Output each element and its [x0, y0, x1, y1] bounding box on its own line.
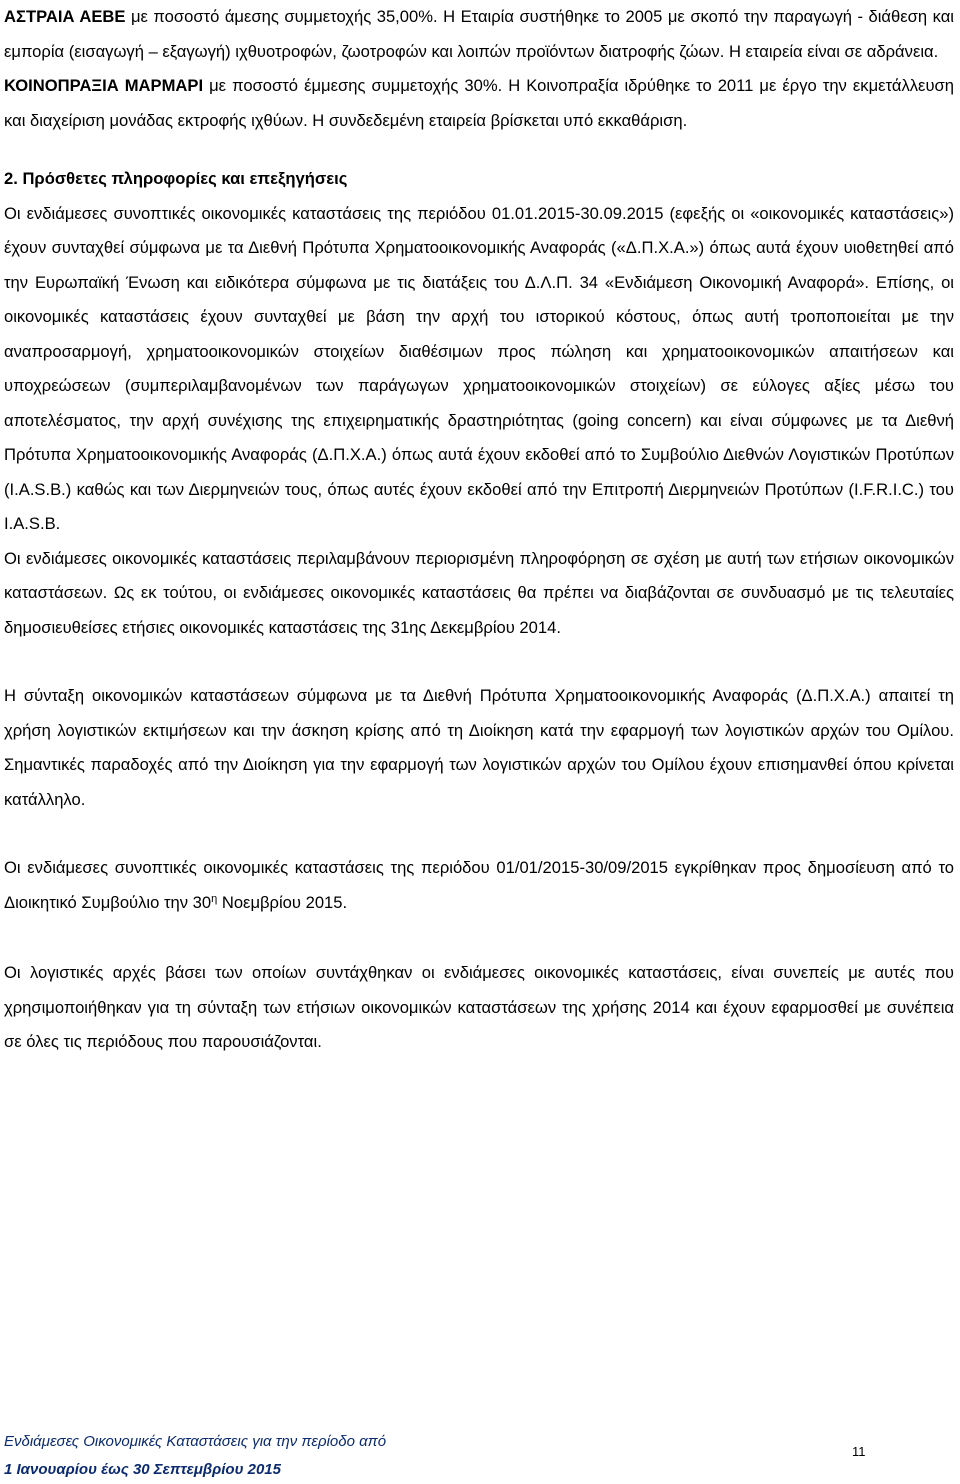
footer-line-1: Ενδιάμεσες Οικονομικές Καταστάσεις για την περίοδο από: [4, 1433, 387, 1450]
paragraph-interim-limitations: Οι ενδιάμεσες οικονομικές καταστάσεις περιλαμβάνουν περιορισμένη πληροφόρηση σε σχέση με αυτή των ετήσιων οικονομικών καταστάσεων. Ως εκ τούτου, οι ενδιάμεσες οικονομικές καταστάσεις θα πρέπει να διαβάζονται σε συνδυασμό με τις τελευταίες δημοσιευθείσες ετήσιες οικονομικές καταστάσεις της 31ης Δεκεμβρίου 2014.: [4, 548, 954, 637]
paragraph-accounting-policies: Οι λογιστικές αρχές βάσει των οποίων συντάχθηκαν οι ενδιάμεσες οικονομικές καταστάσεις, είναι συνεπείς με αυτές που χρησιμοποιήθηκαν για τη σύνταξη των ετήσιων οικονομικών καταστάσεων της χρήσης 2014 και έχουν εφαρμοσθεί με συνέπεια σε όλες τις περιόδους που παρουσιάζονται.: [4, 963, 954, 1051]
paragraph-marmari: [4, 69, 954, 138]
footer-line-2: 1 Ιανουαρίου έως 30 Σεπτεμβρίου 2015: [4, 1461, 281, 1478]
paragraph-basis-of-preparation: Οι ενδιάμεσες συνοπτικές οικονομικές καταστάσεις της περιόδου 01.01.2015-30.09.2015 (εφεξής οι «οικονομικές καταστάσεις») έχουν συνταχθεί σύμφωνα με τα Διεθνή Πρότυπα Χρηματοοικονομικής Αναφοράς («Δ.Π.Χ.Α.») όπως αυτά έχουν υιοθετηθεί από την Ευρωπαϊκή Ένωση και ειδικότερα σύμφωνα με τις διατάξεις του Δ.Λ.Π. 34 «Ενδιάμεση Οικονομική Αναφορά». Επίσης, οι οικονομικές καταστάσεις έχουν συνταχθεί με βάση την αρχή του ιστορικού κόστους, όπως αυτή τροποποιείται με την αναπροσαρμογή, χρηματοοικονομικών στοιχείων διαθέσιμων προς πώληση και χρηματοοικονομικών απαιτήσεων και υποχρεώσεων (συμπεριλαμβανομένων των παράγωγων χρηματοοικονομικών στοιχείων) σε εύλογες αξίες μέσω του αποτελέσματος, την αρχή συνέχισης της επιχειρηματικής δραστηριότητας (going concern) και είναι σύμφωνες με τα Διεθνή Πρότυπα Χρηματοοικονομικής Αναφοράς (Δ.Π.Χ.Α.) όπως αυτά έχουν εκδοθεί από το Συμβούλιο Διεθνών Λογιστικών Προτύπων (I.A.S.B.) καθώς και των Διερμηνειών τους, όπως αυτές έχουν εκδοθεί από την Επιτροπή Διερμηνειών Προτύπων (I.F.R.I.C.) του I.A.S.B.: [4, 203, 954, 533]
superscript-eta: η: [211, 892, 218, 905]
paragraph-astraia-text: με ποσοστό άμεσης συμμετοχής 35,00%. Η Εταιρία συστήθηκε το 2005 με σκοπό την παραγωγή - διάθεση και εμπορία (εισαγωγή – εξαγωγή) ιχθυοτροφών, ζωοτροφών και λοιπών προϊόντων διατροφής ζώων. Η εταιρεία είναι σε αδράνεια.: [4, 7, 954, 61]
footer: [4, 1428, 386, 1484]
page-number: 11: [852, 1444, 866, 1459]
paragraph-approval-text: Οι ενδιάμεσες συνοπτικές οικονομικές καταστάσεις της περιόδου 01/01/2015-30/09/2015 εγκρίθηκαν προς δημοσίευση από το Διοικητικό Συμβούλιο την 30: [4, 858, 954, 912]
paragraph-approval-end: Νοεμβρίου 2015.: [217, 892, 348, 912]
section-heading: [4, 162, 954, 197]
company-name-marmari: ΚΟΙΝΟΠΡΑΞΙΑ ΜΑΡΜΑΡΙ: [4, 76, 204, 95]
company-name-astraia: ΑΣΤΡΑΙΑ ΑΕΒΕ: [4, 7, 126, 26]
paragraph-marmari-text: με ποσοστό έμμεσης συμμετοχής 30%. Η Κοινοπραξία ιδρύθηκε το 2011 με έργο την εκμετάλλευση και διαχείριση μονάδας εκτροφής ιχθύων. Η συνδεδεμένη εταιρεία βρίσκεται υπό εκκαθάριση.: [4, 76, 954, 130]
paragraph-estimates: Η σύνταξη οικονομικών καταστάσεων σύμφωνα με τα Διεθνή Πρότυπα Χρηματοοικονομικής Αναφοράς (Δ.Π.Χ.Α.) απαιτεί τη χρήση λογιστικών εκτιμήσεων και την άσκηση κρίσης από τη Διοίκηση κατά την εφαρμογή των λογιστικών αρχών του Ομίλου. Σημαντικές παραδοχές από την Διοίκηση για την εφαρμογή των λογιστικών αρχών του Ομίλου έχουν επισημανθεί όπου κρίνεται κατάλληλο.: [4, 686, 954, 809]
section-heading-text: 2. Πρόσθετες πληροφορίες και επεξηγήσεις: [4, 169, 348, 188]
paragraph-approval: [4, 851, 954, 920]
paragraph-astraia: [4, 0, 954, 69]
